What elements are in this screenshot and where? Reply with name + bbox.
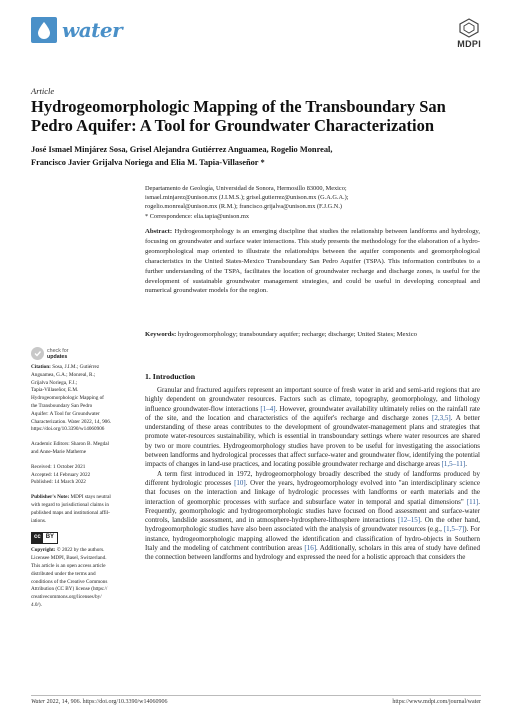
text-run: ). For instance, hydrogeomorphologic mapping allowed the identification and classification of hydro-objects in Southern Italy and the modeling of catchment contribution areas xyxy=(145,525,481,553)
text-run: . However, groundwater availability ultimately relies on the rainfall rate of the site, and the location and characteristics of the aquifer's recharge and discharge zones xyxy=(145,404,480,422)
copyright-line: distributed under the terms and xyxy=(31,570,96,577)
affiliations xyxy=(145,184,480,221)
copyright-block xyxy=(31,547,131,609)
copyright-line[interactable]: creativecommons.org/licenses/by/ xyxy=(31,594,102,601)
affiliation-line[interactable]: rogelio.monreal@unison.mx (R.M.); francisco.grijalva@unison.mx (F.J.G.N.) xyxy=(145,203,342,211)
introduction-body xyxy=(145,386,480,563)
dates-block xyxy=(31,464,131,487)
editors-block xyxy=(31,441,131,457)
section-heading: 1. Introduction xyxy=(145,372,196,381)
journal-logo[interactable] xyxy=(31,14,122,46)
affiliation-line[interactable]: ismael.minjarez@unison.mx (J.I.M.S.); grisel.gutierrez@unison.mx (G.A.G.A.); xyxy=(145,194,349,202)
citation-link[interactable]: [1,5–11] xyxy=(441,460,466,469)
text-run: . A better understanding of these areas contributes to the development of groundwater-management plans and strategies that promote water-resources sustainability, which is essential in transboundary settings where water resources are shared by two or more countries. Hydrogeomorphology studies have proven to be useful for investigating the associations between landforms and hydrological processes that affect surface-water and groundwater flow, identifying the potential impacts of changes in land-use practices, and locating possible groundwater recharge and discharge areas xyxy=(145,413,480,469)
publisher-note-line: published maps and institutional affil- xyxy=(31,509,110,516)
check-updates-icon xyxy=(31,347,44,360)
editors-line: and Anne-Marie Matherne xyxy=(31,448,87,455)
authors-line: José Ismael Minjárez Sosa, Grisel Alejandra Gutiérrez Anguamea, Rogelio Monreal, xyxy=(31,145,333,154)
author-list xyxy=(31,144,471,169)
publisher-note-line: MDPI stays neutral xyxy=(70,494,111,501)
mdpi-hexagon-icon xyxy=(458,18,480,38)
citation-line: Anguamea, G.A.; Monreal, R.; xyxy=(31,371,96,378)
affiliation-line: Departamento de Geología, Universidad de Sonora, Hermosillo 83000, Mexico; xyxy=(145,185,347,192)
cc-icon: cc xyxy=(32,533,43,543)
copyright-line: conditions of the Creative Commons xyxy=(31,578,108,585)
citation-link[interactable]: [10] xyxy=(234,478,246,487)
footer-doi: 2022, 14, 906. https://doi.org/10.3390/w14060906 xyxy=(45,699,168,705)
copyright-line[interactable]: Attribution (CC BY) license (https:// xyxy=(31,586,108,593)
publisher-note xyxy=(31,494,131,525)
authors-line: Francisco Javier Grijalva Noriega and Elia M. Tapia-Villaseñor * xyxy=(31,157,265,167)
editors-line: Academic Editors: Sharon B. Megdal xyxy=(31,441,109,448)
citation-link[interactable]: [2,3,5] xyxy=(432,413,451,422)
publisher-name: MDPI xyxy=(457,39,481,49)
citation-line: the Transboundary San Pedro xyxy=(31,402,93,409)
water-drop-icon xyxy=(31,17,57,43)
abstract-text: Hydrogeomorphology is an emerging discipline that studies the relationship between landforms and hydrology, focusing on groundwater and surface water interactions. This study presents the methodology for the elaboration of a hydro-geomorphological map oriented to illustrate the relationships between the aquifer components and geomorphological characteristics in the United States-Mexico Transboundary San Pedro Aquifer (TSPA). This information contributes to a further understanding of the TSPA, facilitates the location of groundwater recharge and discharge zones, is useful for the development of sustainable groundwater management strategies, and could be useful in developing conceptual and numerical groundwater models for the region. xyxy=(145,228,480,295)
text-run: . xyxy=(465,460,467,469)
copyright-line: Licensee MDPI, Basel, Switzerland. xyxy=(31,555,107,562)
citation-block xyxy=(31,364,131,434)
keywords-label: Keywords: xyxy=(145,331,177,338)
article-title: Hydrogeomorphologic Mapping of the Transboundary San Pedro Aquifer: A Tool for Groundwater Characterization xyxy=(31,97,446,135)
publisher-note-line: iations. xyxy=(31,517,47,524)
footer-divider xyxy=(31,695,481,696)
by-icon: BY xyxy=(45,534,55,541)
check-updates-label xyxy=(47,348,69,360)
citation-link[interactable]: [1,5–7] xyxy=(443,525,465,534)
keywords-text: hydrogeomorphology; transboundary aquifer; recharge; discharge; United States; Mexico xyxy=(177,331,418,338)
citation-doi-link[interactable]: https://doi.org/10.3390/w14060906 xyxy=(31,426,105,433)
text-run: . Over the years, hydrogeomorphology evolved into "an interdisciplinary science that focuses on the interaction and linkage of hydrologic processes with landforms or earth materials and the interaction of geomorphic processes with surface and subsurface water in temporal and spatial dimensions" xyxy=(145,478,480,506)
received-date: Received: 1 October 2021 xyxy=(31,463,86,470)
abstract xyxy=(145,227,480,296)
citation-line: Hydrogeomorphologic Mapping of xyxy=(31,395,104,402)
publisher-note-line: with regard to jurisdictional claims in xyxy=(31,501,109,508)
citation-line: Aquifer: A Tool for Groundwater xyxy=(31,410,100,417)
text-run: A term first introduced in 1972, hydrogeomorphology broadly described the study of landforms produced by different hydrologic processes xyxy=(145,469,480,487)
check-for-updates-button[interactable] xyxy=(31,347,131,360)
publisher-logo[interactable] xyxy=(457,18,481,49)
citation-line: Grijalva Noriega, F.J.; xyxy=(31,379,78,386)
abstract-label: Abstract: xyxy=(145,228,173,235)
text-run: . Additionally, scholars in this area of study have defined the connection between landforms and hydrology and expressed the need for a holistic approach that considers the xyxy=(145,544,480,562)
citation-line: Characterization. Water 2022, 14, 906. xyxy=(31,418,112,425)
check-updates-line: updates xyxy=(47,353,68,360)
citation-line: Tapia-Villaseñor, E.M. xyxy=(31,387,79,394)
citation-line: Sosa, J.I.M.; Gutiérrez xyxy=(52,364,100,370)
citation-link[interactable]: [16] xyxy=(304,544,317,553)
published-date: Published: 14 March 2022 xyxy=(31,479,86,486)
text-run: Granular and fractured aquifers represent an important source of fresh water in arid and semi-arid regions that are highly dependent on groundwater resources. Factors such as climate, topography, geomorphology, and lithology influence groundwater-flow interactions xyxy=(145,386,480,413)
keywords xyxy=(145,330,480,340)
footer-journal: Water xyxy=(31,699,46,705)
journal-name: water xyxy=(62,18,123,42)
article-type: Article xyxy=(31,86,55,96)
copyright-line: © 2022 by the authors. xyxy=(56,547,105,554)
citation-label: Citation: xyxy=(31,364,51,370)
citation-link[interactable]: [1–4] xyxy=(260,404,276,413)
copyright-line: 4.0/). xyxy=(31,601,42,608)
citation-link[interactable]: [12–15] xyxy=(397,516,421,525)
paragraph xyxy=(145,470,480,563)
publisher-note-label: Publisher's Note: xyxy=(31,494,70,501)
cc-by-license-badge[interactable] xyxy=(31,532,58,544)
journal-header xyxy=(31,14,481,48)
article-sidebar xyxy=(31,347,131,617)
text-run: . Frequently, geomorphologic and hydrogeomorphologic studies have focused on flood assessment and surface-water controls, landslide assessment, and in atmosphere-hydrosphere-lithosphere interactions xyxy=(145,497,480,525)
correspondence[interactable]: * Correspondence: elia.tapia@unison.mx xyxy=(145,212,250,220)
footer-citation[interactable] xyxy=(31,699,168,705)
accepted-date: Accepted: 14 February 2022 xyxy=(31,471,91,478)
check-updates-line: check for xyxy=(47,347,69,354)
footer-journal-url[interactable]: https://www.mdpi.com/journal/water xyxy=(392,699,481,705)
paragraph xyxy=(145,386,480,470)
copyright-line: This article is an open access article xyxy=(31,562,106,569)
citation-link[interactable]: [11] xyxy=(466,497,479,506)
copyright-label: Copyright: xyxy=(31,547,56,554)
text-run: . On the other hand, hydrogeomorphologic studies have also been associated with the analysis of groundwater resources (e.g., xyxy=(145,516,480,534)
